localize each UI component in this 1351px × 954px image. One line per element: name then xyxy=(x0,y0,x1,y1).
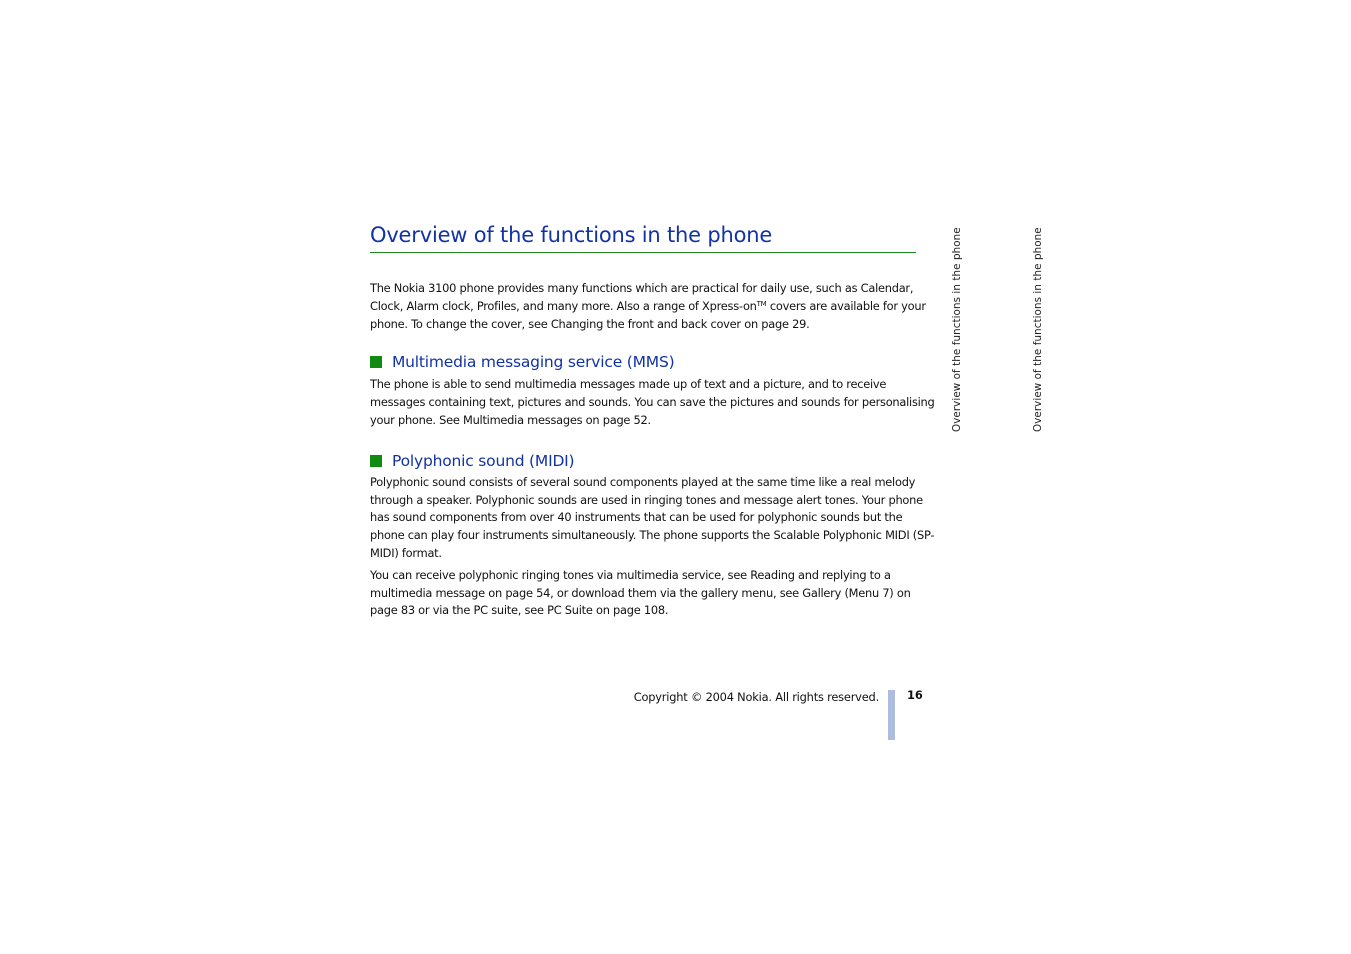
page-content xyxy=(370,280,940,620)
green-square-bullet-icon xyxy=(370,356,382,368)
intro-text-end: covers are available for your phone. To change the cover, see Changing the front and back cover on page 29. xyxy=(370,298,926,331)
section-heading-mms xyxy=(370,351,940,373)
copyright-notice: Copyright © 2004 Nokia. All rights reserved. xyxy=(633,690,879,704)
page-number-bar xyxy=(888,690,895,740)
mms-paragraph: The phone is able to send multimedia messages made up of text and a picture, and to receive messages containing text, pictures and sounds. You can save the pictures and sounds for personalising your phone. See Multimedia messages on page 52. xyxy=(370,377,935,427)
section-heading-text: Polyphonic sound (MIDI) xyxy=(392,451,575,470)
midi-paragraph-1: Polyphonic sound consists of several sound components played at the same time like a real melody through a speaker. Polyphonic sounds are used in ringing tones and message alert tones. Your phone has sound components from over 40 instruments that can be used for polyphonic sounds but the phone can play four instruments simultaneously. The phone supports the Scalable Polyphonic MIDI (SP-MIDI) format. xyxy=(370,474,935,560)
side-chapter-label-repeat: Overview of the functions in the phone xyxy=(1032,227,1044,432)
side-chapter-label: Overview of the functions in the phone xyxy=(951,227,963,432)
section-heading-text: Multimedia messaging service (MMS) xyxy=(392,353,675,372)
page-number: 16 xyxy=(907,688,923,702)
green-square-bullet-icon xyxy=(370,455,382,467)
page-title: Overview of the functions in the phone xyxy=(370,220,916,253)
intro-text-start: The Nokia 3100 phone provides many functions which are practical for daily use, such as Calendar, Clock, Alarm clock, Profiles, and many more. Also a range of Xpress-on xyxy=(370,281,914,313)
section-heading-midi xyxy=(370,450,940,472)
trademark-mark: TM xyxy=(756,299,767,308)
intro-paragraph xyxy=(370,280,940,333)
midi-paragraph-2: You can receive polyphonic ringing tones via multimedia service, see Reading and replying to a multimedia message on page 54, or download them via the gallery menu, see Gallery (Menu 7) on page 83 or via the PC suite, see PC Suite on page 108. xyxy=(370,567,911,618)
